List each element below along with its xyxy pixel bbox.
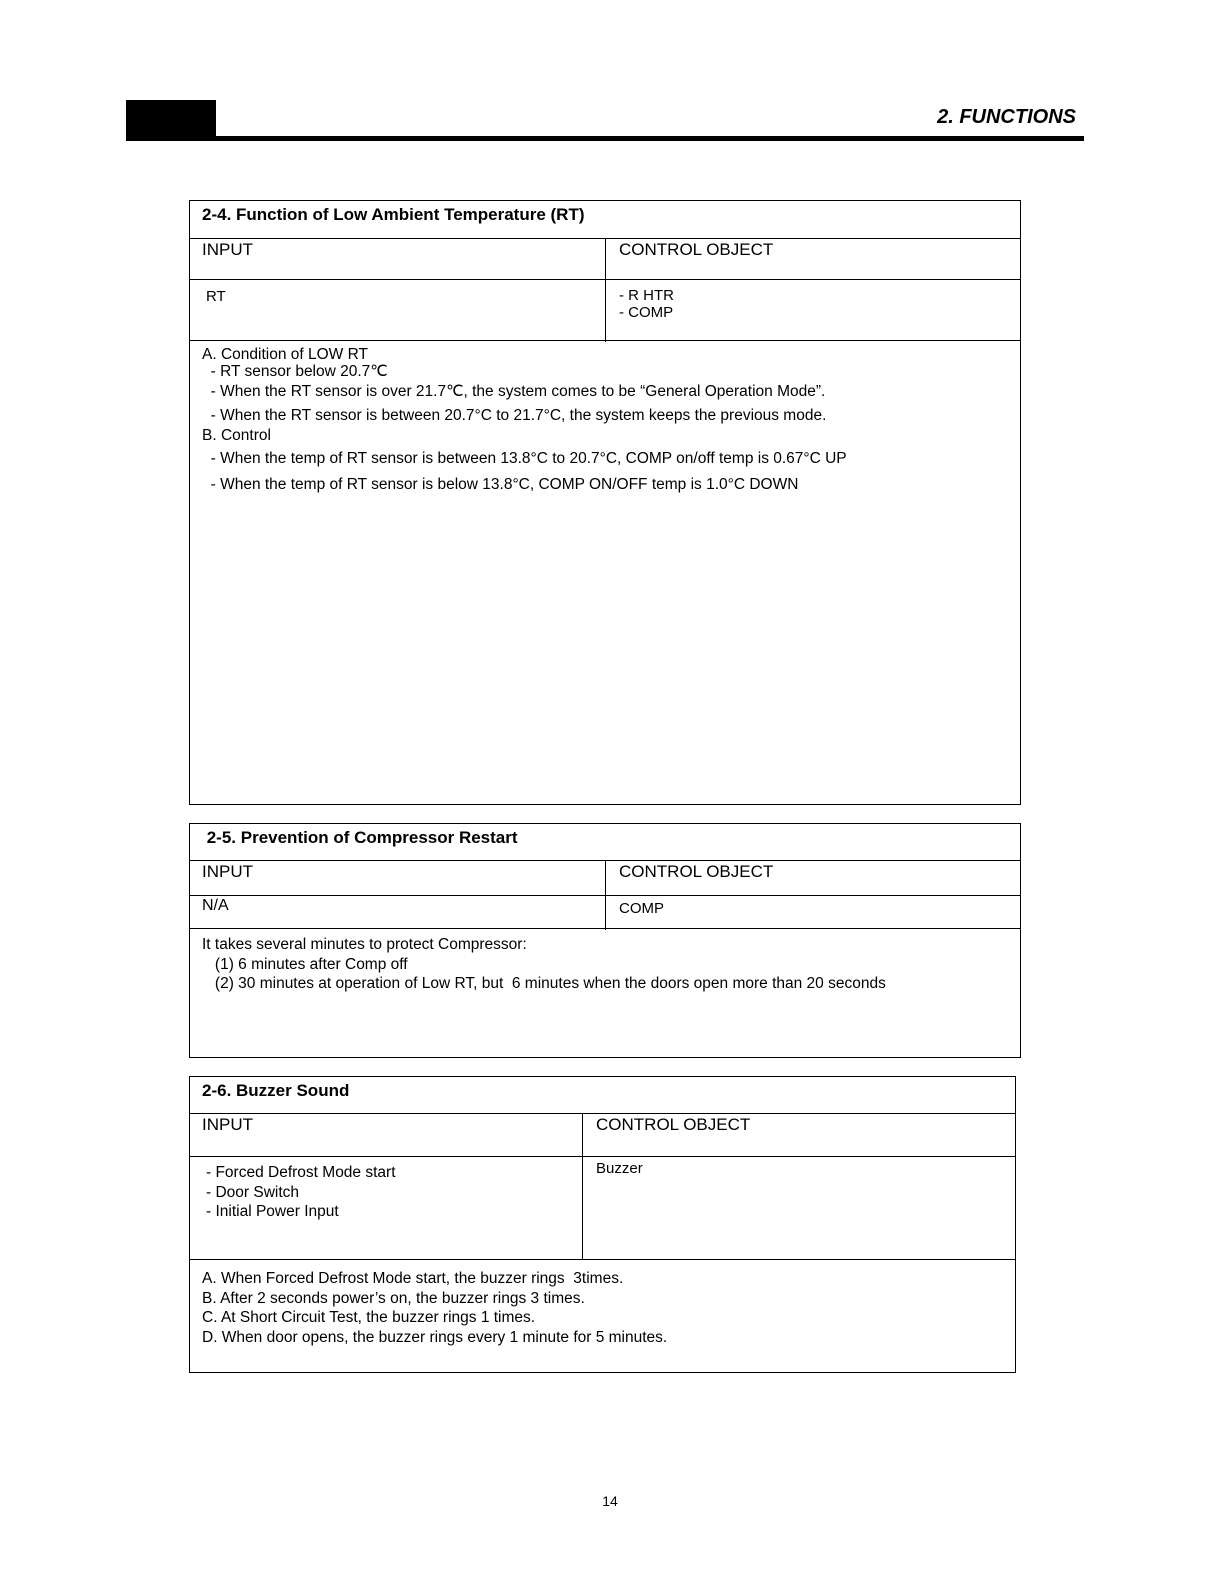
- input-column-header: INPUT: [202, 1115, 253, 1134]
- section-compressor-restart-prevention: [189, 823, 1021, 1058]
- row-divider: [190, 279, 1020, 280]
- description-line: C. At Short Circuit Test, the buzzer rings 1 times.: [202, 1309, 536, 1326]
- control-object-value: - R HTR: [619, 287, 674, 304]
- control-object-value: COMP: [619, 900, 664, 917]
- description-line: (1) 6 minutes after Comp off: [202, 955, 408, 973]
- header-rule: [126, 136, 1084, 141]
- section-title: 2-6. Buzzer Sound: [190, 1077, 1015, 1114]
- row-divider: [190, 895, 1020, 896]
- description-line: B. After 2 seconds power’s on, the buzzer rings 3 times.: [202, 1289, 585, 1307]
- description-line: - RT sensor below 20.7℃: [202, 363, 388, 380]
- description-line: - When the temp of RT sensor is between 13.8°C to 20.7°C, COMP on/off temp is 0.67°C UP: [202, 450, 847, 467]
- input-column-header: INPUT: [202, 862, 253, 881]
- row-divider: [190, 1156, 1015, 1157]
- control-object-value: Buzzer: [596, 1160, 643, 1177]
- input-value: - Initial Power Input: [206, 1203, 339, 1220]
- column-divider: [605, 238, 606, 342]
- description-line: - When the RT sensor is between 20.7°C to 21.7°C, the system keeps the previous mode.: [202, 407, 827, 424]
- description-line: A. Condition of LOW RT: [202, 346, 368, 363]
- control-object-column-header: CONTROL OBJECT: [619, 862, 774, 881]
- input-value: - Door Switch: [206, 1183, 300, 1201]
- header-black-tab: [126, 100, 216, 140]
- control-object-column-header: CONTROL OBJECT: [596, 1115, 751, 1134]
- input-value: N/A: [202, 897, 229, 914]
- description-line: D. When door opens, the buzzer rings every 1 minute for 5 minutes.: [202, 1328, 668, 1346]
- description-line: It takes several minutes to protect Compressor:: [202, 936, 527, 953]
- section-title: 2-5. Prevention of Compressor Restart: [190, 824, 1020, 861]
- section-low-ambient-temperature: [189, 200, 1021, 805]
- description-line: (2) 30 minutes at operation of Low RT, but 6 minutes when the doors open more than 20 seconds: [202, 975, 886, 992]
- section-description: [190, 1269, 667, 1347]
- input-values: [194, 1163, 396, 1222]
- page-number: 14: [602, 1493, 618, 1509]
- page-section-title: 2. FUNCTIONS: [937, 106, 1076, 128]
- description-line: - When the temp of RT sensor is below 13.8°C, COMP ON/OFF temp is 1.0°C DOWN: [202, 476, 799, 493]
- section-description: [190, 935, 886, 994]
- description-line: - When the RT sensor is over 21.7℃, the system comes to be “General Operation Mode”.: [202, 383, 826, 400]
- section-title: 2-4. Function of Low Ambient Temperature (RT): [190, 201, 1020, 239]
- section-buzzer-sound: [189, 1076, 1016, 1373]
- input-column-header: INPUT: [202, 240, 253, 259]
- description-line: A. When Forced Defrost Mode start, the buzzer rings 3times.: [202, 1270, 624, 1287]
- description-line: B. Control: [202, 427, 271, 444]
- row-divider: [190, 928, 1020, 929]
- section-description: [190, 345, 847, 495]
- column-divider: [582, 1113, 583, 1260]
- input-value: - Forced Defrost Mode start: [206, 1164, 396, 1181]
- control-object-column-header: CONTROL OBJECT: [619, 240, 774, 259]
- input-value: RT: [206, 288, 226, 305]
- row-divider: [190, 340, 1020, 341]
- control-object-value: - COMP: [619, 304, 674, 321]
- row-divider: [190, 1259, 1015, 1260]
